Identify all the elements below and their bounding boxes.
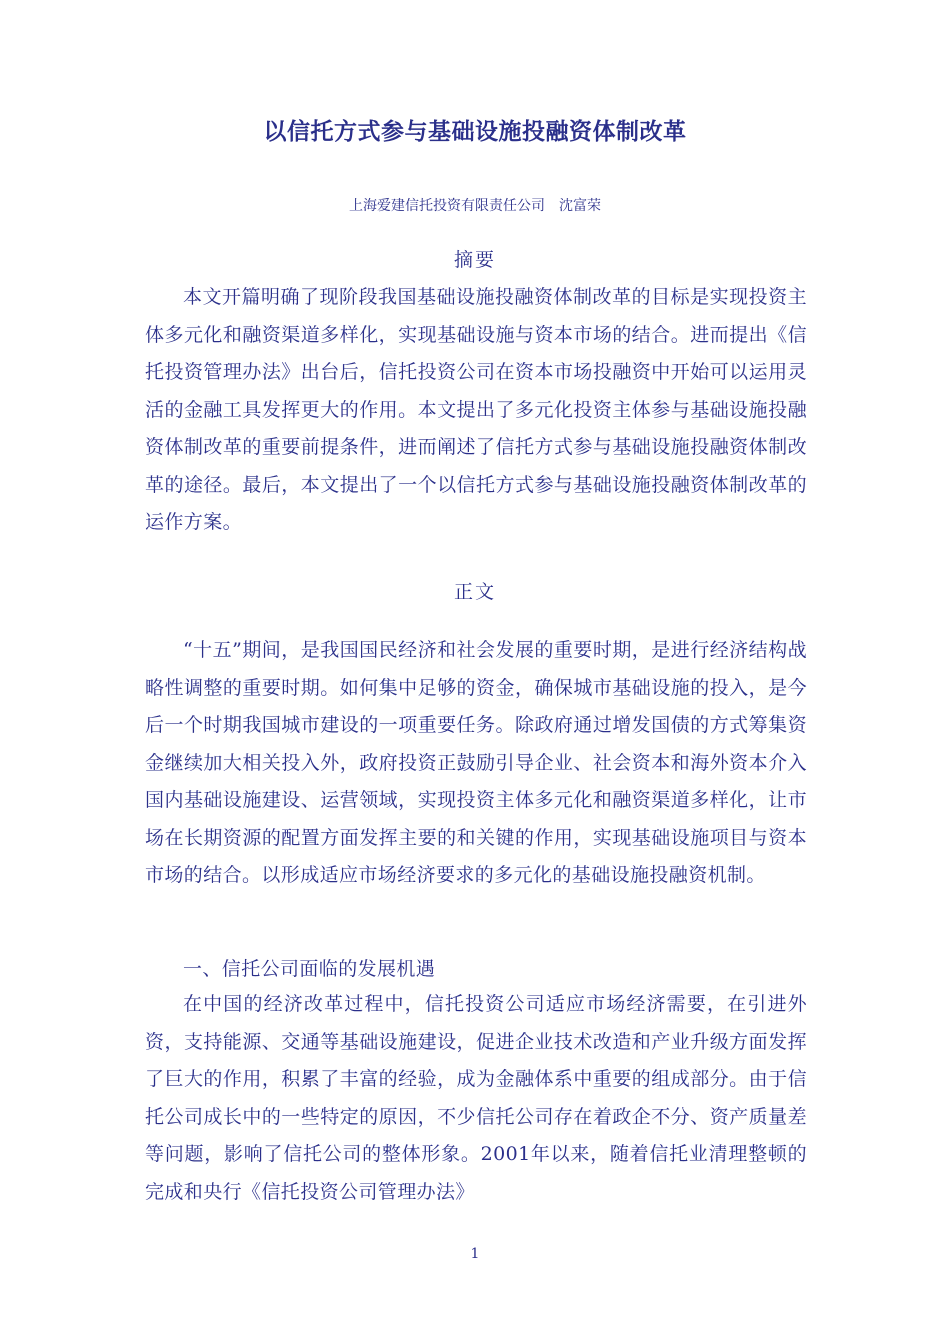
author-line: 上海爱建信托投资有限责任公司 沈富荣 [349,198,601,214]
body-heading: 正文 [453,581,496,603]
page-number: 1 [470,1246,480,1262]
intro-paragraph: “十五”期间，是我国国民经济和社会发展的重要时期，是进行经济结构战略性调整的重要时期。如何集中足够的资金，确保城市基础设施的投入，是今后一个时期我国城市建设的一项重要任务。除政府通过增发国债的方式筹集资金继续加大相关投入外，政府投资正鼓励引导企业、社会资本和海外资本介入国内基础设施建设、运营领域，实现投资主体多元化和融资渠道多样化，让市场在长期资源的配置方面发挥主要的和关键的作用，实现基础设施项目与资本市场的结合。以形成适应市场经济要求的多元化的基础设施投融资机制。 [145,639,807,886]
abstract-paragraph: 本文开篇明确了现阶段我国基础设施投融资体制改革的目标是实现投资主体多元化和融资渠道多样化，实现基础设施与资本市场的结合。进而提出《信托投资管理办法》出台后，信托投资公司在资本市场投融资中开始可以运用灵活的金融工具发挥更大的作用。本文提出了多元化投资主体参与基础设施投融资体制改革的重要前提条件，进而阐述了信托方式参与基础设施投融资体制改革的途径。最后，本文提出了一个以信托方式参与基础设施投融资体制改革的运作方案。 [145,286,807,533]
section-1-heading: 一、信托公司面临的发展机遇 [183,958,436,980]
document-title: 以信托方式参与基础设施投融资体制改革 [263,119,687,145]
section-1-paragraph: 在中国的经济改革过程中，信托投资公司适应市场经济需要，在引进外资，支持能源、交通等基础设施建设，促进企业技术改造和产业升级方面发挥了巨大的作用，积累了丰富的经验，成为金融体系中重要的组成部分。由于信托公司成长中的一些特定的原因，不少信托公司存在着政企不分、资产质量差等问题，影响了信托公司的整体形象。2001年以来，随着信托业清理整顿的完成和央行《信托投资公司管理办法》 [145,993,807,1203]
abstract-heading: 摘要 [453,249,496,271]
